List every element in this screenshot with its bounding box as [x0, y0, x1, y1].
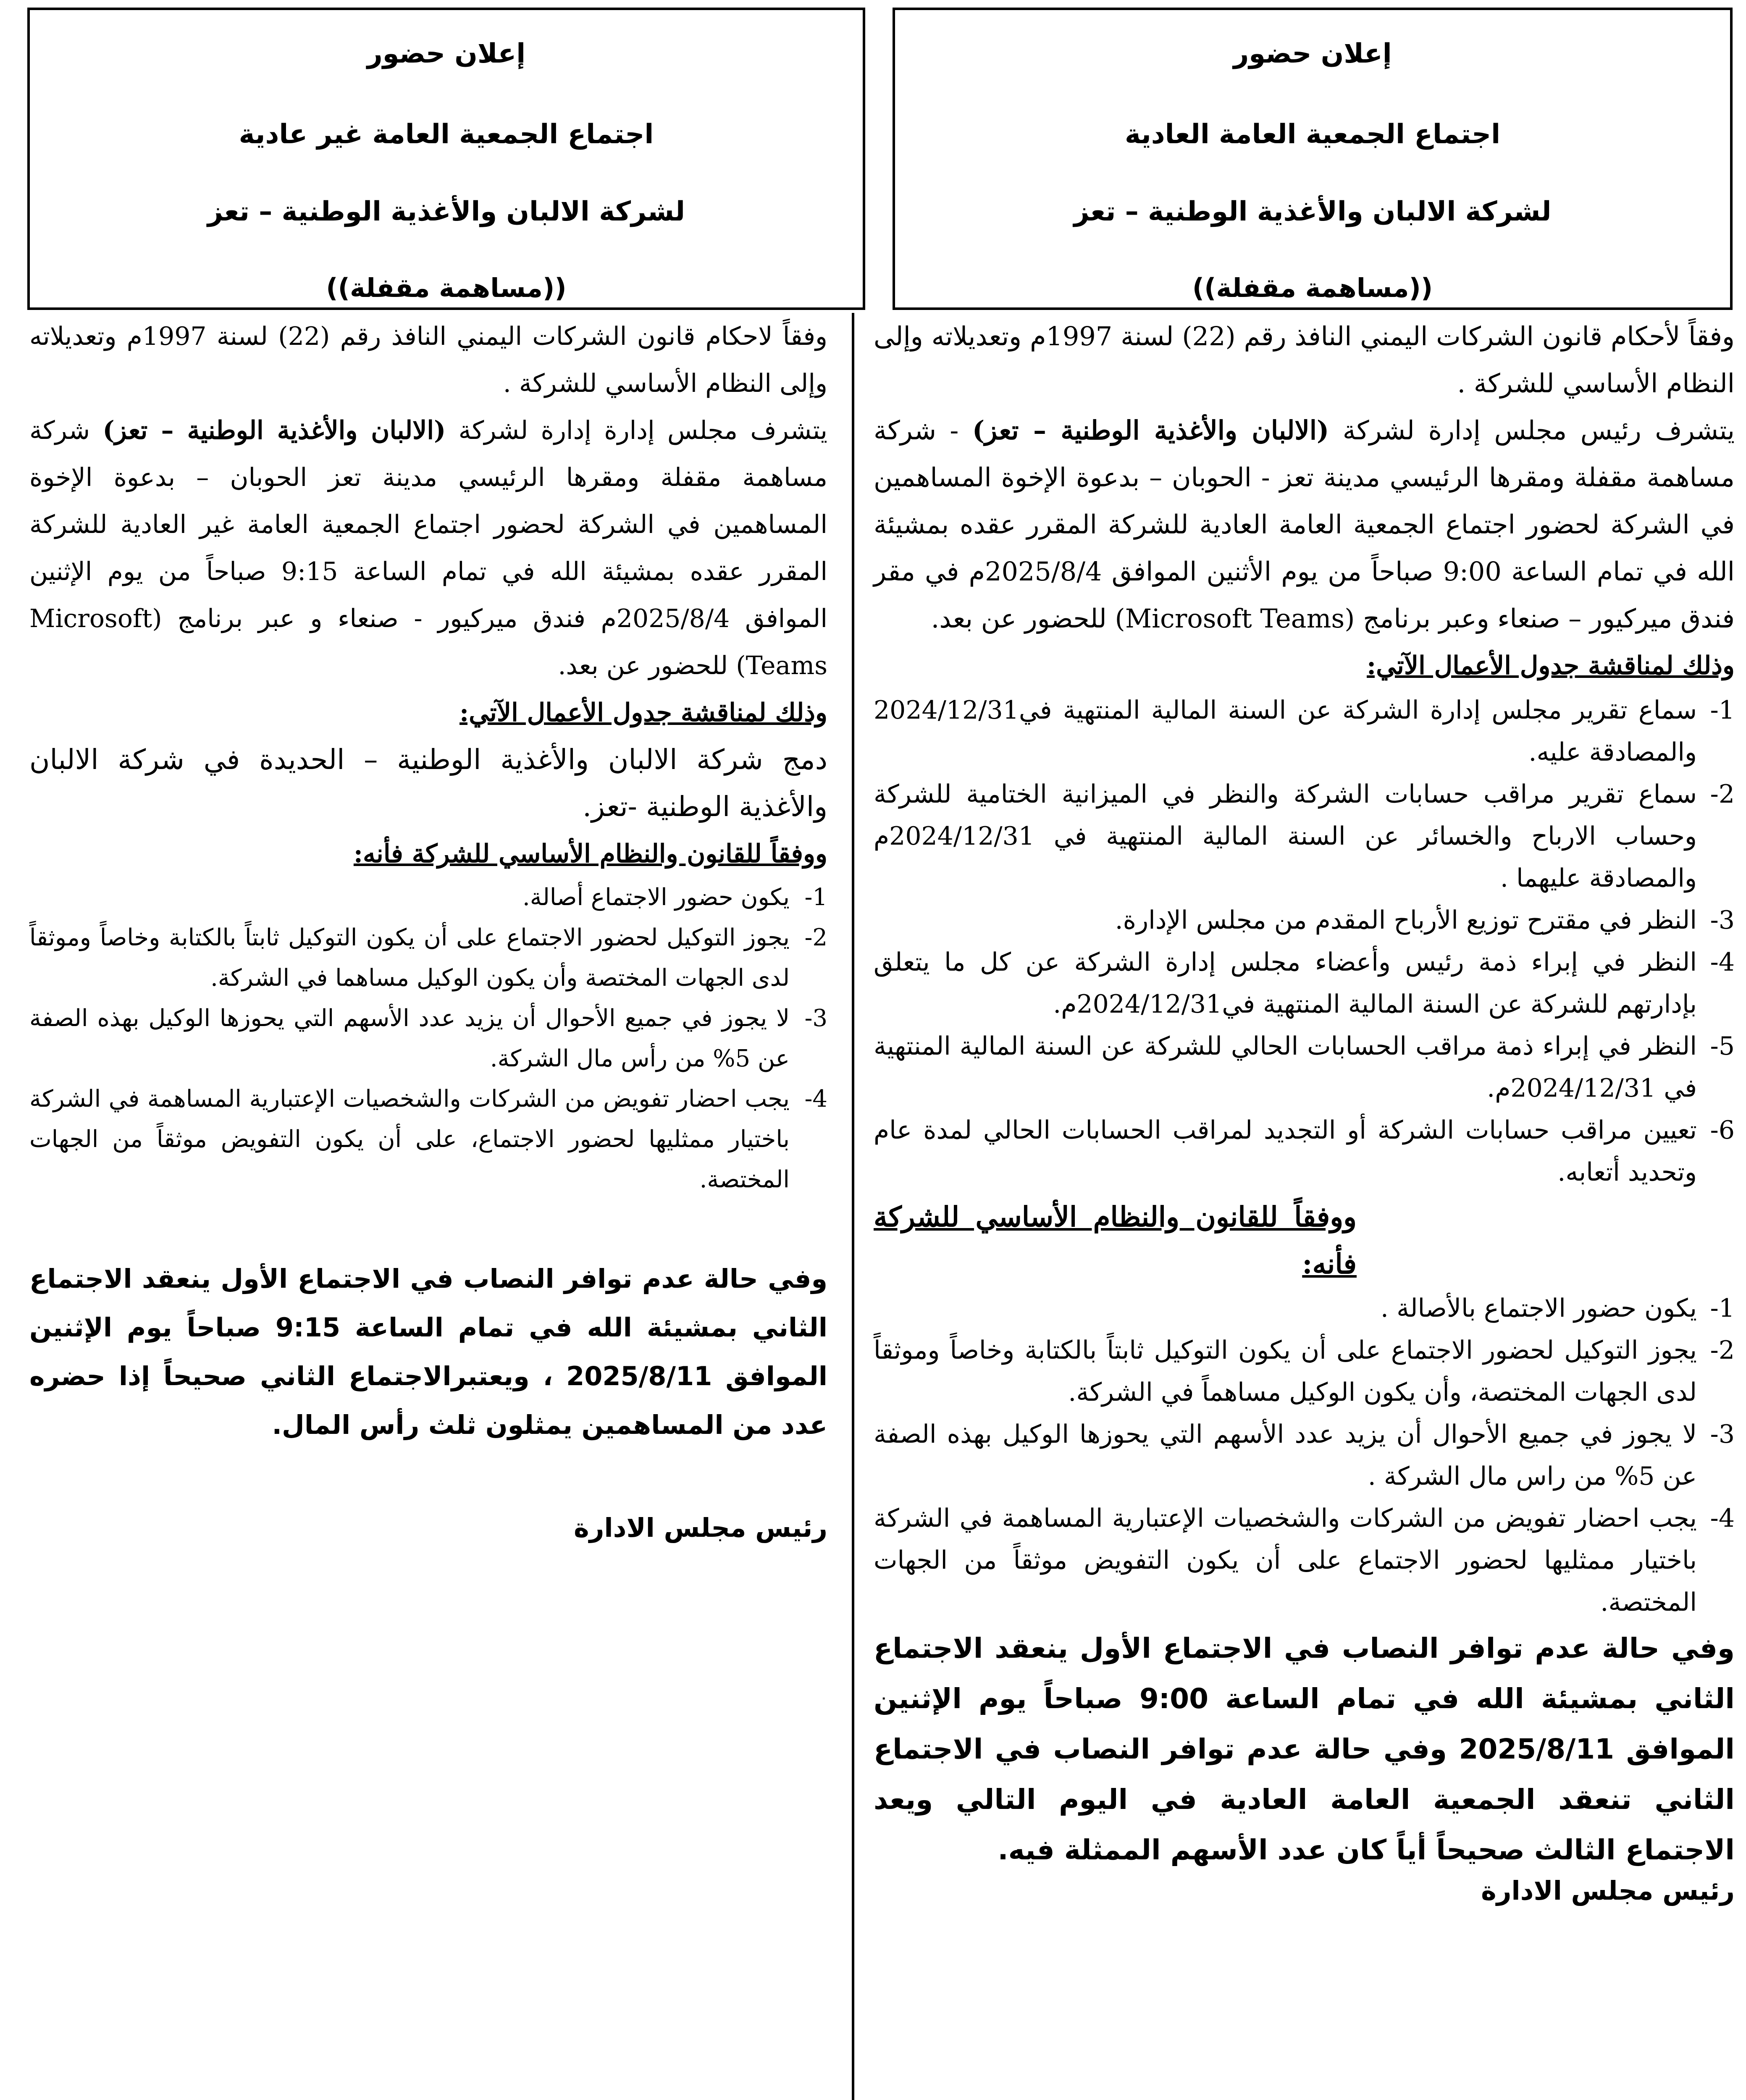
extraordinary-meeting-column [29, 313, 827, 1543]
header-announcement-title: إعلان حضور [1233, 38, 1392, 69]
quorum-notice: وفي حالة عدم توافر النصاب في الاجتماع الأول ينعقد الاجتماع الثاني بمشيئة الله في تمام الساعة 9:15 صباحاً يوم الإثنين الموافق 2025/8/11 ، ويعتبرالاجتماع الثاني صحيحاً إذا حضره عدد من المساهمين يمثلون ثلث رأس المال. [29, 1263, 828, 1440]
signature-board-chairman: رئيس مجلس الادارة [1481, 1875, 1735, 1906]
list-item [29, 877, 827, 918]
ordinary-meeting-header [893, 8, 1733, 310]
invitation-lead: يتشرف مجلس إدارة إدارة لشركة [446, 416, 827, 445]
list-item [874, 689, 1735, 773]
item-number: 3- [1710, 906, 1735, 935]
item-text: يكون حضور الاجتماع بالأصالة . [1380, 1294, 1697, 1323]
item-number: 1- [1710, 1294, 1735, 1323]
item-text: سماع تقرير مراقب حسابات الشركة والنظر في الميزانية الختامية للشركة وحساب الارباح والخسائر عن السنة المالية المنتهية في 2024/12/31م والمصادقة عليهما . [874, 780, 1697, 893]
list-item [874, 941, 1735, 1025]
list-item [29, 998, 827, 1079]
law-provisions-list [29, 877, 827, 1200]
law-provisions-list [874, 1287, 1735, 1623]
header-announcement-title: إعلان حضور [367, 38, 526, 69]
list-item [874, 899, 1735, 941]
list-item [29, 918, 827, 998]
item-number: 5- [1710, 1032, 1735, 1061]
header-meeting-type: اجتماع الجمعية العامة العادية [1124, 119, 1501, 150]
intro-law-reference: وفقاً لأحكام قانون الشركات اليمني النافذ رقم (22) لسنة 1997م وتعديلاته وإلى النظام الأساسي للشركة . [874, 321, 1735, 399]
list-item [874, 1025, 1735, 1109]
header-meeting-type: اجتماع الجمعية العامة غير عادية [239, 119, 654, 150]
item-text: تعيين مراقب حسابات الشركة أو التجديد لمراقب الحسابات الحالي لمدة عام وتحديد أتعابه. [874, 1116, 1697, 1187]
signature-board-chairman: رئيس مجلس الادارة [574, 1512, 827, 1543]
item-number: 2- [1710, 1336, 1735, 1365]
law-provisions-title: ووفقاً للقانون والنظام الأساسي للشركة فأنه: [353, 839, 827, 869]
item-number: 4- [1710, 1504, 1735, 1533]
agenda-title: وذلك لمناقشة جدول الأعمال الآتي: [459, 698, 827, 727]
item-text: النظر في إبراء ذمة رئيس وأعضاء مجلس إدارة الشركة عن كل ما يتعلق بإدارتهم للشركة عن السنة المالية المنتهية في2024/12/31م. [874, 948, 1697, 1019]
item-number: 6- [1710, 1116, 1735, 1145]
item-text: النظر في مقترح توزيع الأرباح المقدم من مجلس الإدارة. [1115, 906, 1697, 935]
law-provisions-title: ووفقاً للقانون والنظام الأساسي للشركة فأنه: [874, 1200, 1357, 1280]
intro-invitation [874, 407, 1735, 642]
list-item [874, 1413, 1735, 1497]
item-number: 1- [804, 884, 827, 911]
invitation-lead: يتشرف رئيس مجلس إدارة لشركة [1329, 415, 1735, 446]
item-number: 4- [1710, 948, 1735, 977]
item-text: لا يجوز في جميع الأحوال أن يزيد عدد الأسهم التي يحوزها الوكيل بهذه الصفة عن 5% من رأس مال الشركة. [29, 1005, 790, 1072]
list-item [874, 1287, 1735, 1329]
item-number: 1- [1710, 696, 1735, 725]
company-name-bold: (الالبان والأغذية الوطنية – تعز) [102, 416, 446, 445]
item-text: يجب احضار تفويض من الشركات والشخصيات الإعتبارية المساهمة في الشركة باختيار ممثليها لحضور الاجتماع على أن يكون التفويض موثقاً من الجهات المختصة. [874, 1504, 1697, 1617]
list-item [874, 1109, 1735, 1193]
header-company-type: ((مساهمة مقفلة)) [326, 273, 567, 303]
agenda-list [874, 689, 1735, 1193]
invitation-details: - شركة مساهمة مقفلة ومقرها الرئيسي مدينة تعز - الحوبان – بدعوة الإخوة المساهمين في الشركة لحضور اجتماع الجمعية العامة العادية للشركة المقرر عقده بمشيئة الله في تمام الساعة 9:00 صباحاً من يوم الأثنين الموافق 2025/8/4م في مقر فندق ميركيور – صنعاء وعبر برنامج (Microsoft Teams) للحضور عن بعد. [874, 415, 1735, 634]
agenda-title: وذلك لمناقشة جدول الأعمال الآتي: [1367, 651, 1735, 680]
intro-invitation [29, 407, 827, 689]
list-item [29, 1079, 827, 1200]
item-text: يجب احضار تفويض من الشركات والشخصيات الإعتبارية المساهمة في الشركة باختيار ممثليها لحضور الاجتماع، على أن يكون التفويض موثقاً من الجهات المختصة. [29, 1085, 790, 1193]
header-company-type: ((مساهمة مقفلة)) [1192, 273, 1433, 303]
intro-law-reference: وفقاً لاحكام قانون الشركات اليمني النافذ رقم (22) لسنة 1997م وتعديلاته وإلى النظام الأساسي للشركة . [29, 322, 828, 398]
agenda-text: دمج شركة الالبان والأغذية الوطنية – الحديدة في شركة الالبان والأغذية الوطنية -تعز. [29, 743, 827, 823]
ordinary-meeting-column [874, 313, 1735, 1906]
item-text: النظر في إبراء ذمة مراقب الحسابات الحالي للشركة عن السنة المالية المنتهية في 2024/12/31م. [874, 1032, 1697, 1103]
item-text: سماع تقرير مجلس إدارة الشركة عن السنة المالية المنتهية في2024/12/31 والمصادقة عليه. [874, 696, 1697, 767]
item-text: يجوز التوكيل لحضور الاجتماع على أن يكون التوكيل ثابتاً بالكتابة وخاصاً وموثقاً لدى الجهات المختصة وأن يكون الوكيل مساهما في الشركة. [29, 924, 790, 992]
extraordinary-meeting-header [27, 8, 865, 310]
invitation-details: شركة مساهمة مقفلة ومقرها الرئيسي مدينة تعز الحوبان – بدعوة الإخوة المساهمين في الشركة لحضور اجتماع الجمعية العامة غير العادية للشركة المقرر عقده بمشيئة الله في تمام الساعة 9:15 صباحاً من يوم الإثنين الموافق 2025/8/4م فندق ميركيور - صنعاء و عبر برنامج (Microsoft Teams) للحضور عن بعد. [29, 416, 828, 680]
item-text: يكون حضور الاجتماع أصالة. [522, 884, 790, 911]
company-name-bold: (الالبان والأغذية الوطنية – تعز) [972, 415, 1329, 446]
header-company-name: لشركة الالبان والأغذية الوطنية – تعز [207, 196, 685, 227]
list-item [874, 1329, 1735, 1413]
column-divider [852, 313, 854, 2100]
item-text: لا يجوز في جميع الأحوال أن يزيد عدد الأسهم التي يحوزها الوكيل بهذه الصفة عن 5% من راس مال الشركة . [874, 1420, 1697, 1491]
quorum-notice: وفي حالة عدم توافر النصاب في الاجتماع الأول ينعقد الاجتماع الثاني بمشيئة الله في تمام الساعة 9:00 صباحاً يوم الإثنين الموافق 2025/8/11 وفي حالة عدم توافر النصاب في الاجتماع الثاني تنعقد الجمعية العامة العادية في اليوم التالي ويعد الاجتماع الثالث صحيحاً أياً كان عدد الأسهم الممثلة فيه. [874, 1632, 1735, 1866]
item-number: 3- [804, 1005, 827, 1032]
item-text: يجوز التوكيل لحضور الاجتماع على أن يكون التوكيل ثابتاً بالكتابة وخاصاً وموثقاً لدى الجهات المختصة، وأن يكون الوكيل مساهماً في الشركة. [874, 1336, 1697, 1407]
item-number: 2- [1710, 780, 1735, 809]
item-number: 3- [1710, 1420, 1735, 1449]
list-item [874, 773, 1735, 899]
list-item [874, 1497, 1735, 1623]
item-number: 4- [804, 1085, 827, 1113]
item-number: 2- [804, 924, 827, 951]
header-company-name: لشركة الالبان والأغذية الوطنية – تعز [1074, 196, 1552, 227]
